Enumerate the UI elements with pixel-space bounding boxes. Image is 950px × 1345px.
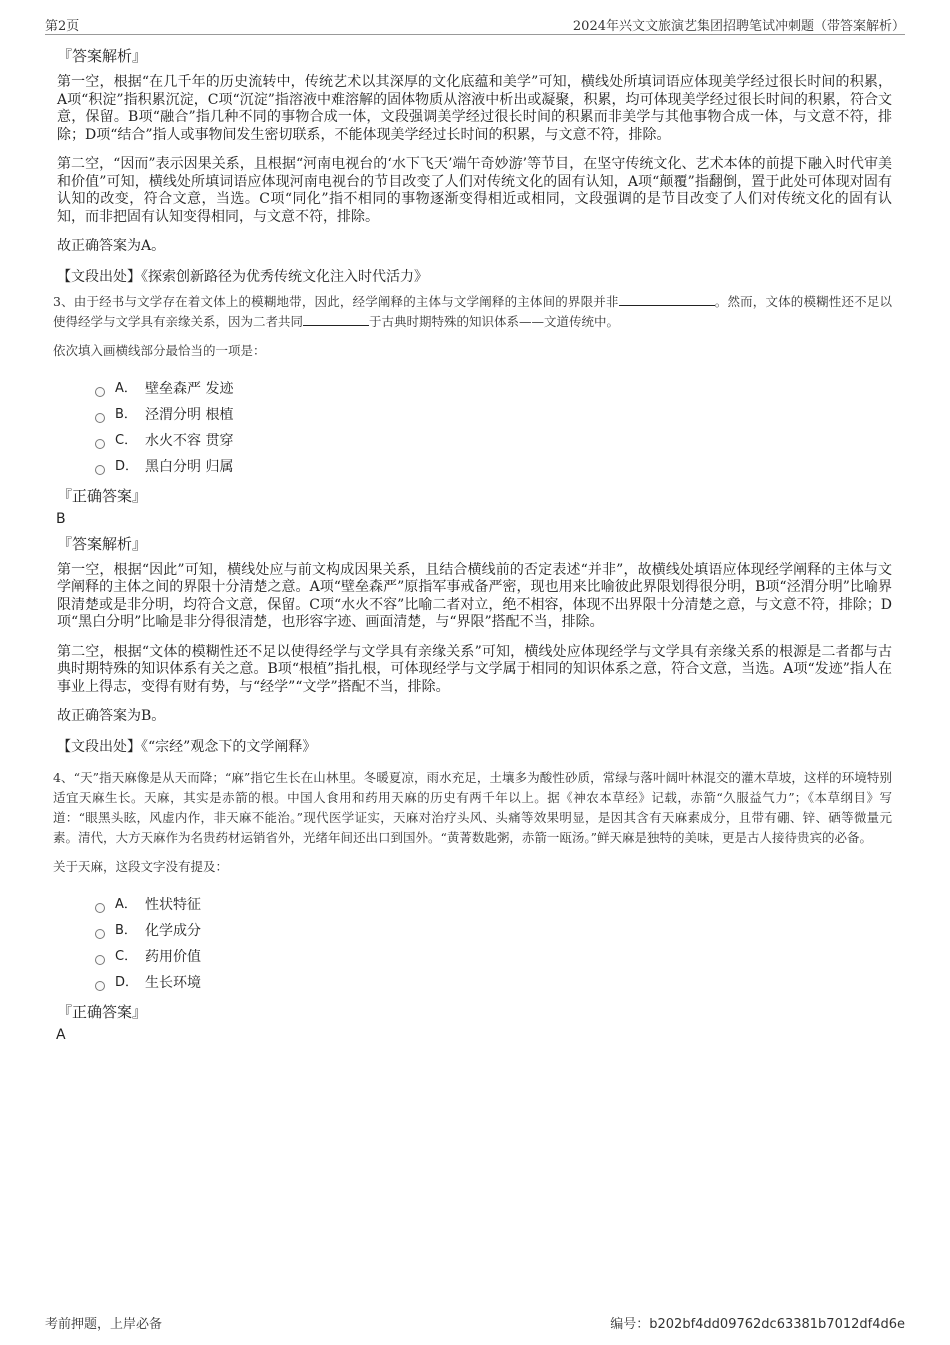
q2-analysis-label: 『答案解析』	[57, 47, 148, 65]
page-header	[45, 14, 905, 35]
option-text: 化学成分	[145, 922, 201, 939]
q3-prompt: 依次填入画横线部分最恰当的一项是：	[53, 342, 266, 358]
option-letter: C．	[115, 948, 138, 964]
option-letter: A．	[115, 380, 137, 396]
option-text: 泾渭分明 根植	[145, 406, 234, 423]
q3-stem-part1: 3、由于经书与文学存在着文体上的模糊地带，因此，经学阐释的主体与文学阐释的主体间的界限并非	[53, 293, 619, 309]
option-text: 生长环境	[145, 974, 201, 991]
q3-option-c[interactable]	[95, 428, 892, 454]
q4-stem: 4、“天”指天麻像是从天而降；“麻”指它生长在山林里。冬暖夏凉，雨水充足，土壤多为酸性砂质，常绿与落叶阔叶林混交的灌木草坡，这样的环境特别适宜天麻生长。天麻，其实是赤箭的根。中国人食用和药用天麻的历史有两千年以上。据《神农本草经》记载，赤箭“久服益气力”；《本草纲目》写道：“眼黑头眩，风虚内作，非天麻不能治。”现代医学证实，天麻对治疗头风、头痛等效果明显，是因其含有天麻素成分，且带有硼、锌、硒等微量元素。清代，大方天麻作为名贵药材运销省外，光绪年间还出口到国外。“黄菁数匙粥，赤箭一瓯汤。”鲜天麻是独特的美味，更是古人接待贵宾的必备。	[53, 769, 892, 845]
q3-answer-label: 『正确答案』	[57, 486, 148, 505]
option-text: 壁垒森严 发迹	[145, 380, 234, 397]
q3-stem	[53, 292, 892, 332]
main-content	[53, 46, 892, 1050]
q2-conclusion: 故正确答案为A。	[57, 238, 166, 254]
radio-icon[interactable]	[95, 981, 105, 991]
q4-options	[95, 892, 892, 996]
q3-section	[53, 292, 892, 756]
q2-analysis-section	[57, 46, 892, 286]
q4-option-a[interactable]	[95, 892, 892, 918]
q3-stem-part2: 。然而，文体的模糊性还不足以使得经学与文学具有亲缘关系，因为二者共同	[53, 293, 892, 329]
q3-blank-1	[619, 293, 715, 306]
q3-blank-2	[303, 313, 369, 326]
option-letter: B．	[115, 922, 137, 938]
option-letter: C．	[115, 432, 138, 448]
radio-icon[interactable]	[95, 387, 105, 397]
radio-icon[interactable]	[95, 929, 105, 939]
page-footer	[45, 1313, 905, 1331]
q4-option-d[interactable]	[95, 970, 892, 996]
q4-option-b[interactable]	[95, 918, 892, 944]
radio-icon[interactable]	[95, 955, 105, 965]
option-letter: D．	[115, 458, 139, 474]
option-letter: B．	[115, 406, 137, 422]
q4-option-c[interactable]	[95, 944, 892, 970]
option-text: 黑白分明 归属	[145, 458, 234, 475]
radio-icon[interactable]	[95, 413, 105, 423]
option-text: 性状特征	[145, 896, 201, 913]
q3-stem-part3: 于古典时期特殊的知识体系——文道传统中。	[369, 313, 620, 329]
footer-slogan: 考前押题，上岸必备	[45, 1317, 163, 1332]
page-number: 第2页	[45, 19, 80, 34]
footer-code	[610, 1313, 905, 1332]
footer-code-value: b202bf4dd09762dc63381b7012df4d6e	[649, 1317, 905, 1332]
q3-source: 【文段出处】《“宗经”观念下的文学阐释》	[57, 738, 317, 755]
q3-answer: B	[56, 510, 66, 527]
q4-answer: A	[56, 1026, 66, 1043]
q3-option-a[interactable]	[95, 376, 892, 402]
radio-icon[interactable]	[95, 465, 105, 475]
q2-analysis-para2: 第二空，“因而”表示因果关系，且根据“河南电视台的‘水下飞天’端午奇妙游’等节目，在坚守传统文化、艺术本体的前提下融入时代审美和价值”可知，横线处所填词语应体现河南电视台的节目改变了人们对传统文化的固有认知，A项“颠覆”指翻倒，置于此处可体现对固有认知的改变，符合文意，当选。C项“同化”指不相同的事物逐渐变得相近或相同，文段强调的是节目改变了人们对传统文化的固有认知，而非把固有认知变得相同，与文意不符，排除。	[57, 156, 892, 225]
document-title: 2024年兴文文旅演艺集团招聘笔试冲刺题（带答案解析）	[572, 19, 905, 34]
q4-answer-label: 『正确答案』	[57, 1002, 148, 1021]
q2-analysis-para1: 第一空，根据“在几千年的历史流转中，传统艺术以其深厚的文化底蕴和美学”可知，横线处所填词语应体现美学经过很长时间的积累，A项“积淀”指积累沉淀，C项“沉淀”指溶液中难溶解的固体物质从溶液中析出或凝聚，积累，均可体现美学经过很长时间的积累，符合文意，保留。B项“融合”指几种不同的事物合成一体，文段强调美学经过很长时间的积累而非美学与其他事物合成一体，与文意不符，排除；D项“结合”指人或事物间发生密切联系，不能体现美学经过长时间的积累，与文意不符，排除。	[57, 74, 892, 143]
q3-analysis-label: 『答案解析』	[57, 534, 148, 553]
q4-prompt: 关于天麻，这段文字没有提及：	[53, 858, 229, 874]
q3-conclusion: 故正确答案为B。	[57, 708, 166, 724]
q3-option-b[interactable]	[95, 402, 892, 428]
radio-icon[interactable]	[95, 903, 105, 913]
q3-options	[95, 376, 892, 480]
footer-code-label: 编号：	[610, 1317, 650, 1332]
q4-section	[53, 768, 892, 1044]
q3-analysis-para1: 第一空，根据“因此”可知，横线处应与前文构成因果关系，且结合横线前的否定表述“并非”，故横线处填语应体现经学阐释的主体与文学阐释的主体之间的界限十分清楚之意。A项“壁垒森严”原指军事戒备严密，现也用来比喻彼此界限划得很分明，B项“泾渭分明”比喻界限清楚或是非分明，均符合文意，保留。C项“水火不容”比喻二者对立，绝不相容，体现不出界限十分清楚之意，与文意不符，排除；D项“黑白分明”比喻是非分得很清楚，也形容字迹、画面清楚，与“界限”搭配不当，排除。	[57, 561, 892, 630]
q3-analysis-para2: 第二空，根据“文体的模糊性还不足以使得经学与文学具有亲缘关系”可知，横线处应体现经学与文学具有亲缘关系的根源是二者都与古典时期特殊的知识体系有关之意。B项“根植”指扎根，可体现经学与文学属于相同的知识体系之意，符合文意，当选。A项“发迹”指人在事业上得志，变得有财有势，与“经学”“文学”搭配不当，排除。	[57, 643, 892, 695]
option-letter: A．	[115, 896, 137, 912]
option-text: 水火不容 贯穿	[145, 432, 234, 449]
q2-source: 【文段出处】《探索创新路径为优秀传统文化注入时代活力》	[57, 268, 428, 285]
option-letter: D．	[115, 974, 139, 990]
radio-icon[interactable]	[95, 439, 105, 449]
option-text: 药用价值	[145, 948, 201, 965]
q3-option-d[interactable]	[95, 454, 892, 480]
